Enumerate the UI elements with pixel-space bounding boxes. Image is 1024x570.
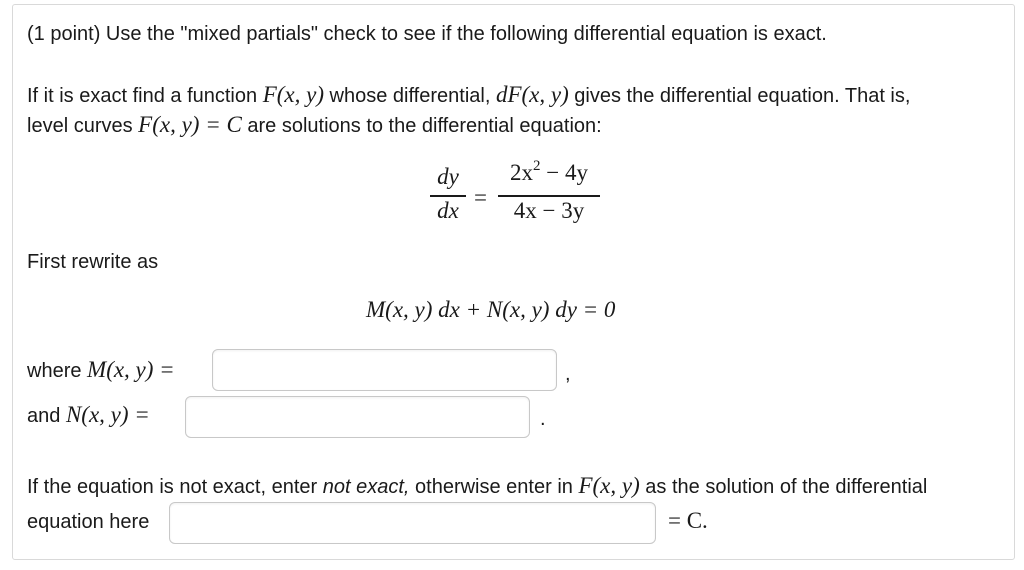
rhs-denominator: 4x − 3y (513, 198, 585, 223)
math-level-curve: F(x, y) = C (138, 112, 242, 137)
problem-header: (1 point) Use the "mixed partials" check to see if the following differential equation is exact. (27, 23, 827, 45)
final-line-2-label: equation here (27, 511, 150, 533)
lhs-denominator: dx (437, 198, 459, 223)
math-F: F(x, y) (262, 82, 324, 107)
lhs-numerator: dy (437, 164, 459, 189)
fraction-bar (430, 195, 466, 197)
equals-c: = C. (668, 508, 708, 533)
rhs-fraction (496, 160, 602, 230)
math-dF: dF(x, y) (495, 82, 569, 107)
lhs-fraction (428, 160, 468, 230)
n-label-row: and N(x, y) = (27, 402, 150, 427)
rhs-numerator: $2x^2 - 4y$ (510, 158, 588, 185)
math-M: M(x, y) = (87, 357, 175, 382)
not-exact-hint: not exact, (322, 476, 410, 498)
intro-text: level curves (27, 115, 139, 137)
m-input[interactable] (212, 349, 557, 391)
math-F: F(x, y) (578, 473, 640, 498)
n-input[interactable] (185, 396, 530, 438)
m-label-row: where M(x, y) = (27, 357, 175, 382)
final-line-1: If the equation is not exact, enter not exact, otherwise enter in F(x, y) as the solution of the differential (27, 473, 928, 498)
equals-sign: = (474, 185, 487, 210)
math-N: N(x, y) = (65, 402, 150, 427)
intro-text: are solutions to the differential equation: (241, 115, 602, 137)
m-suffix: , (565, 363, 571, 385)
intro-line-2 (27, 113, 602, 138)
rewrite-label: First rewrite as (27, 251, 159, 273)
solution-input[interactable] (169, 502, 656, 544)
fraction-bar (498, 195, 600, 197)
intro-text: whose differential, (323, 85, 496, 107)
intro-line-1 (27, 83, 910, 108)
n-suffix: . (540, 408, 546, 430)
rewrite-form: M(x, y) dx + N(x, y) dy = 0 (366, 297, 616, 322)
intro-text: If it is exact find a function (27, 85, 263, 107)
intro-text: gives the differential equation. That is, (568, 85, 911, 107)
